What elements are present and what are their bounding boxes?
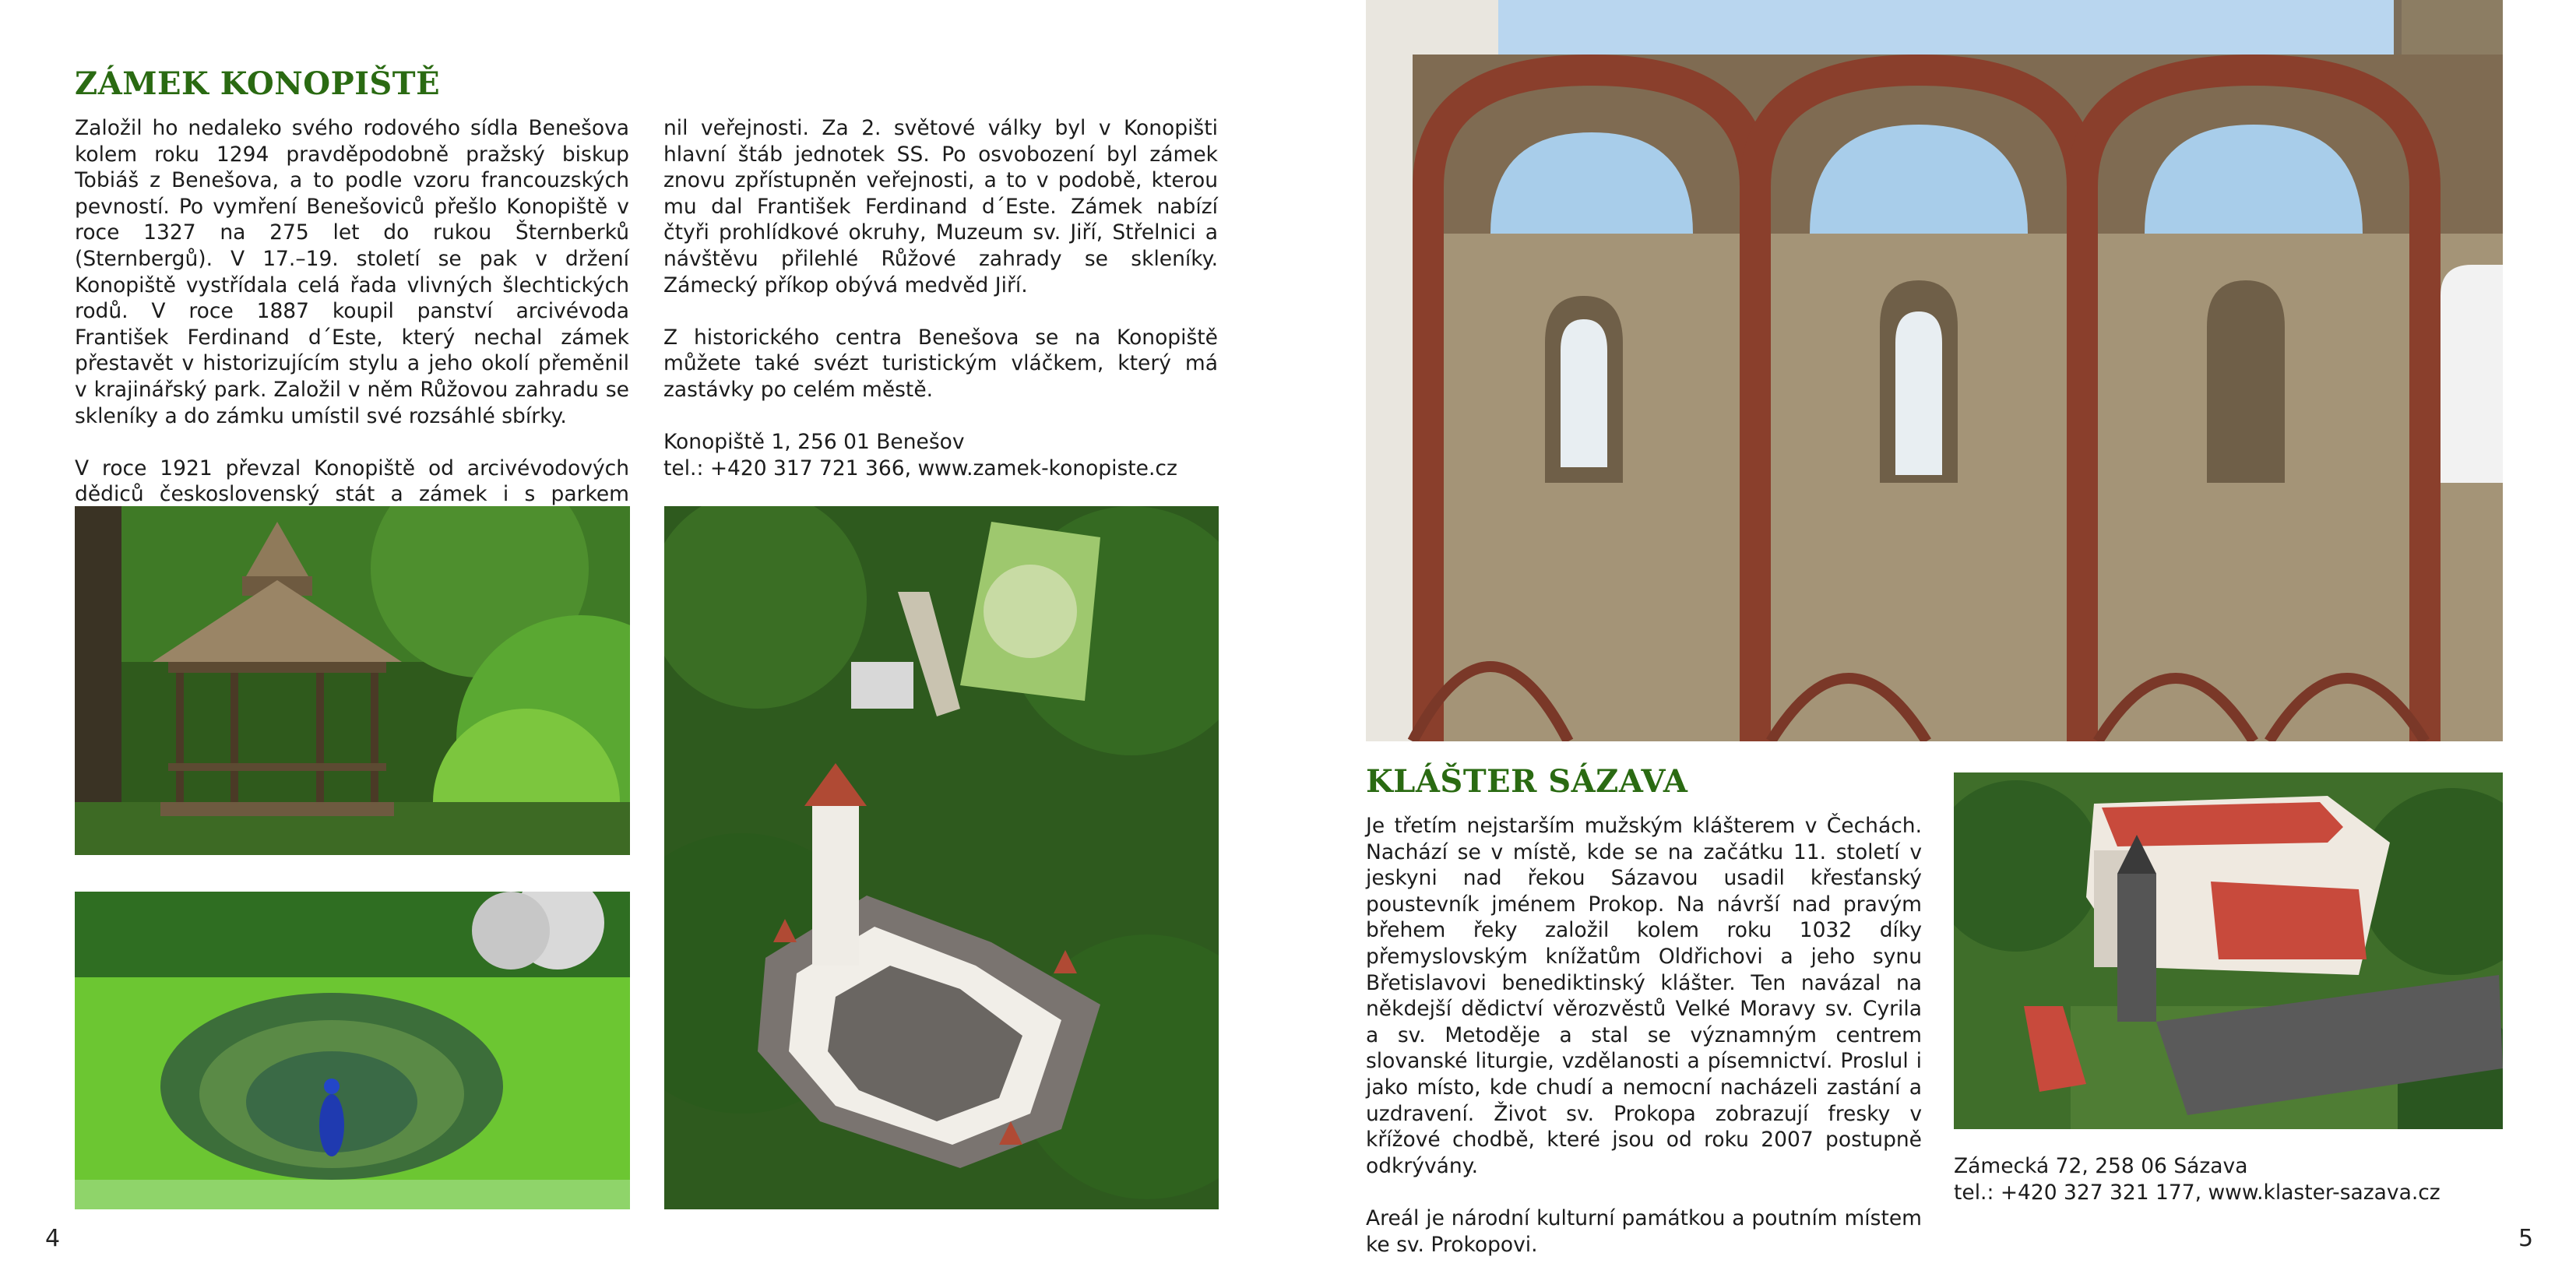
text-column-sazava xyxy=(1366,813,1922,1284)
monastery-ruin-photo xyxy=(1366,0,2503,741)
paragraph: Z historického centra Benešova se na Konopiště můžete také svézt turistickým vláčkem, který má zastávky po celém městě. xyxy=(663,325,1218,402)
page-number: 4 xyxy=(45,1225,61,1252)
page-number: 5 xyxy=(2518,1225,2534,1252)
paragraph: V roce 1921 převzal Konopiště od arcivévodových dědiců československý stát a zámek i s parkem xyxy=(75,456,629,507)
section-title-konopiste: ZÁMEK KONOPIŠTĚ xyxy=(75,65,441,102)
castle-aerial-photo xyxy=(664,506,1219,1209)
paragraph: Je třetím nejstarším mužským klášterem v Čechách. Nachází se v místě, kde se na začátku 11. století v jeskyni nad řekou Sázavou usadil křesťanský poustevník jménem Prokop. Na návrší nad pravým břehem řeky založil kolem roku 1032 díky přemyslovským knížatům Oldřichovi a jeho synu Břetislavovi benediktinský klášter. Ten navázal na někdejší dědictví věrozvěstů Velké Moravy sv. Cyrila a sv. Metoděje a stal se významným centrem slovanské liturgie, vzdělanosti a písemnictví. Proslul i jako místo, kde chudí a nemocní nacházeli zastání a uzdravení. Život sv. Prokopa zobrazují fresky v křížové chodbě, které jsou od roku 2007 postupně odkrývány. xyxy=(1366,814,1922,1178)
text-column-2 xyxy=(663,115,1218,481)
contact-info: tel.: +420 317 721 366, www.zamek-konopiste.cz xyxy=(663,456,1177,480)
address: Konopiště 1, 256 01 Benešov xyxy=(663,430,965,455)
address: Zámecká 72, 258 06 Sázava xyxy=(1954,1154,2248,1178)
text-column-1 xyxy=(75,115,629,560)
paragraph: nil veřejnosti. Za 2. světové války byl v Konopišti hlavní štáb jednotek SS. Po osvobození byl zámek znovu zpřístupněn veřejnosti, a to v podobě, kterou mu dal František Ferdinand d´Este. Zámek nabízí čtyři prohlídkové okruhy, Muzeum sv. Jiří, Střelnici a návštěvu přilehlé Růžové zahrady se skleníky. Zámecký příkop obývá medvěd Jiří. xyxy=(663,116,1218,297)
contact-info: tel.: +420 327 321 177, www.klaster-sazava.cz xyxy=(1954,1180,2441,1205)
monastery-aerial-photo xyxy=(1954,772,2503,1129)
contact-block-sazava xyxy=(1954,1153,2503,1205)
section-title-sazava: KLÁŠTER SÁZAVA xyxy=(1366,763,1688,800)
right-page xyxy=(1288,0,2576,1288)
gazebo-photo xyxy=(75,506,630,855)
paragraph: Areál je národní kulturní památkou a poutním místem ke sv. Prokopovi. xyxy=(1366,1205,1922,1257)
paragraph: Založil ho nedaleko svého rodového sídla Benešova kolem roku 1294 pravděpodobně pražský biskup Tobiáš z Benešova, a to podle vzoru francouzských pevností. Po vymření Benešoviců přešlo Konopiště v roce 1327 na 275 let do rukou Šternberků (Sternbergů). V 17.–19. století se pak v držení Konopiště vystřídala celá řada vlivných šlechtických rodů. V roce 1887 koupil panství arcivévoda František Ferdinand d´Este, který nechal zámek přestavět v historizujícím stylu a jeho okolí přeměnil v krajinářský park. Založil v něm Růžovou zahradu se skleníky a do zámku umístil své rozsáhlé sbírky. xyxy=(75,116,629,428)
peacock-photo xyxy=(75,892,630,1209)
